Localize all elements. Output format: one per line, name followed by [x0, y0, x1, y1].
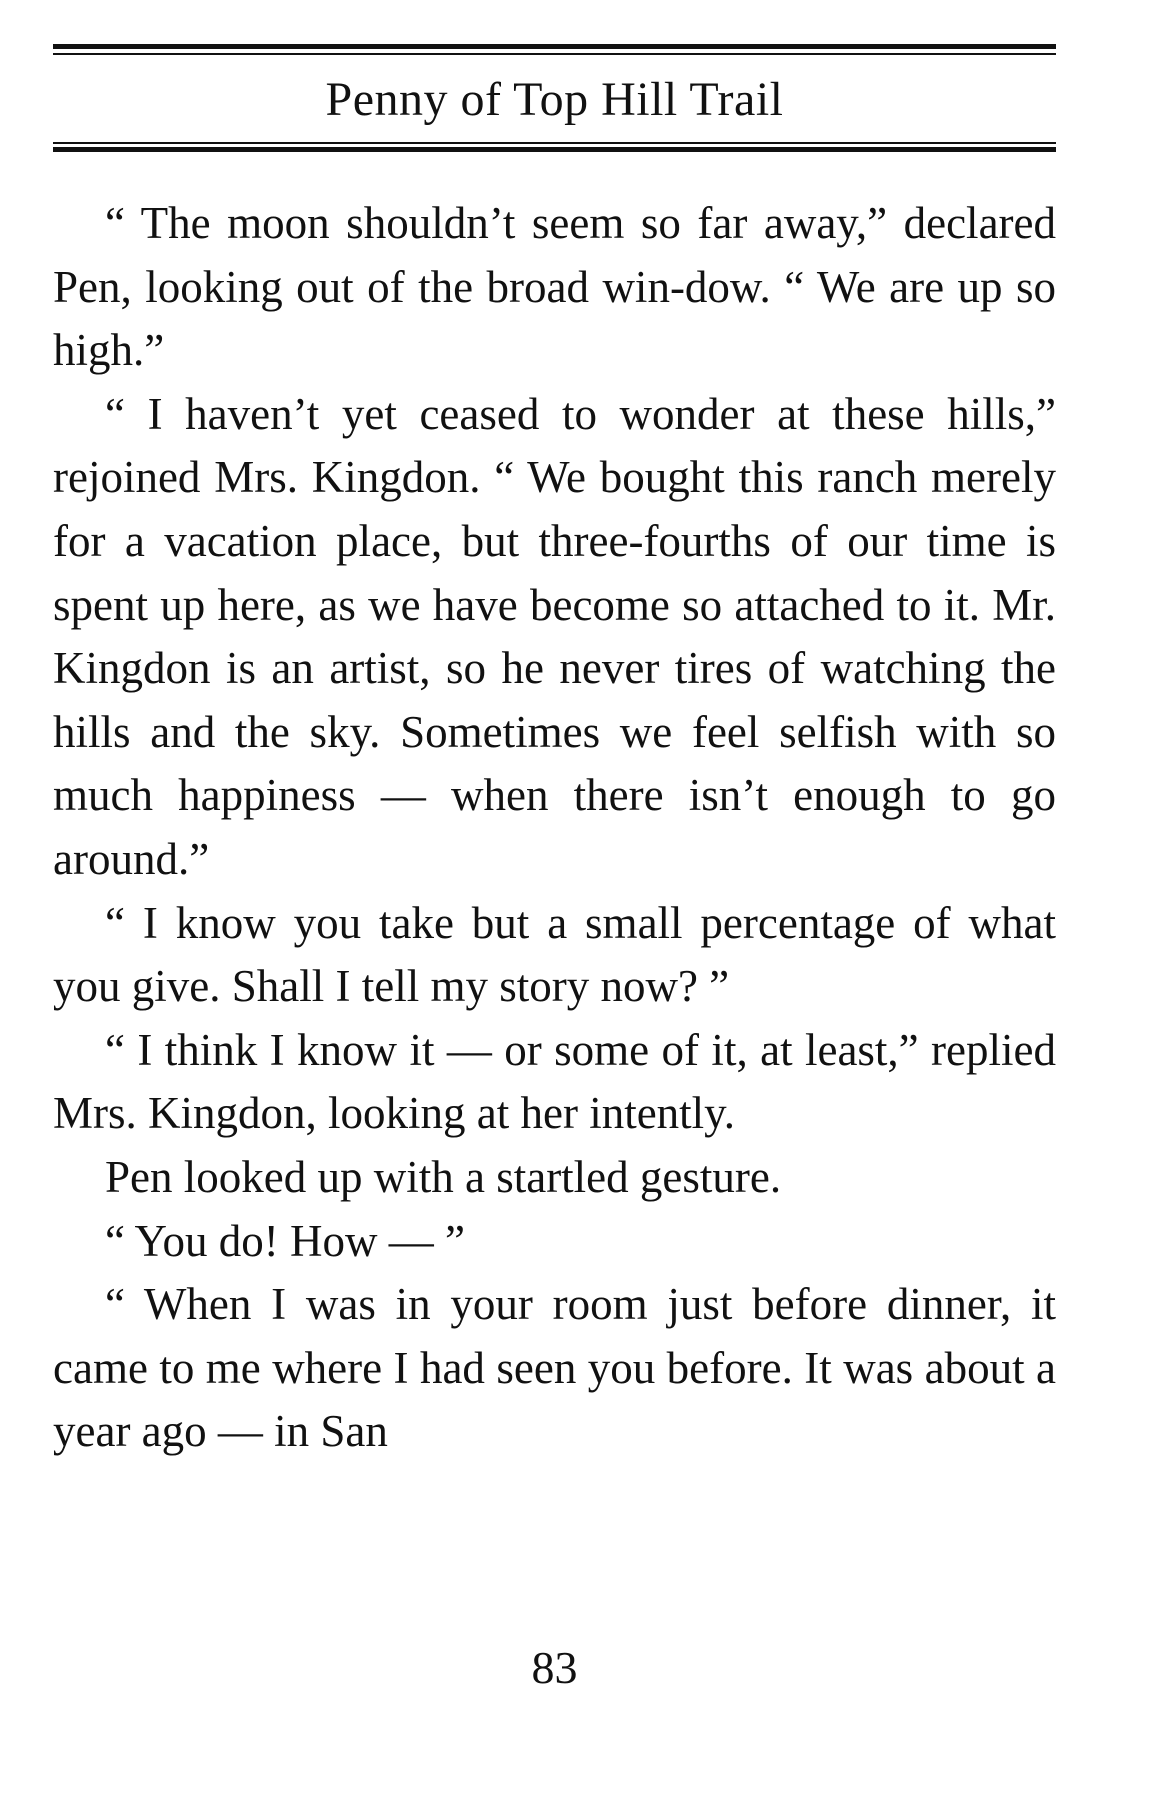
header-rule-bottom-thick [53, 147, 1056, 152]
paragraph: “ I think I know it — or some of it, at least,” replied Mrs. Kingdon, looking at her intently. [53, 1024, 1056, 1139]
page-number: 83 [531, 1642, 578, 1693]
paragraph: “ I haven’t yet ceased to wonder at these hills,” rejoined Mrs. Kingdon. “ We bought this ranch merely for a vacation place, but three-fourths of our time is spent up here, as we have become so attached to it. Mr. Kingdon is an artist, so he never tires of watching the hills and the sky. Sometimes we feel selfish with so much happiness — when there isn’t enough to go around.” [53, 388, 1056, 884]
header-rule-bottom-thin [53, 142, 1056, 144]
paragraph: “ When I was in your room just before dinner, it came to me where I had seen you before. It was about a year ago — in San [53, 1279, 1056, 1457]
body-text [53, 192, 1056, 1464]
paragraph: “ I know you take but a small percentage of what you give. Shall I tell my story now? ” [53, 897, 1056, 1012]
paragraph: “ The moon shouldn’t seem so far away,” declared Pen, looking out of the broad win-dow. “ We are up so high.” [53, 198, 1056, 376]
header-rule-top-thin [53, 53, 1056, 55]
paragraph: “ You do! How — ” [105, 1215, 465, 1266]
header-rule-top-thick [53, 44, 1056, 49]
paragraph: Pen looked up with a startled gesture. [105, 1151, 782, 1202]
running-head: Penny of Top Hill Trail [325, 73, 784, 126]
